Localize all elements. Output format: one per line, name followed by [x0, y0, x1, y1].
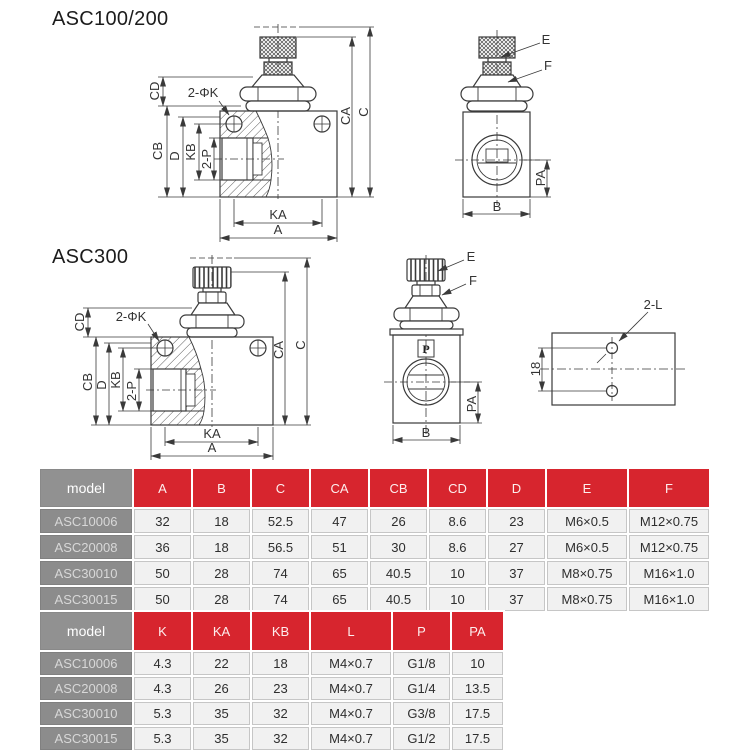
dim-label-f: F	[544, 58, 552, 73]
dim-label-a: A	[207, 440, 217, 455]
value-cell: 18	[193, 535, 250, 559]
dim-label-b: B	[492, 199, 502, 214]
value-cell: 36	[134, 535, 191, 559]
dim-label-ka: KA	[269, 207, 287, 222]
value-cell: 40.5	[370, 561, 427, 585]
value-cell: 8.6	[429, 509, 486, 533]
dim-label-c: C	[356, 107, 371, 117]
dim-label-2l: 2-L	[643, 297, 663, 312]
model-cell: ASC10006	[40, 652, 132, 675]
value-cell: M4×0.7	[311, 677, 391, 700]
column-header-cb: CB	[370, 469, 427, 507]
value-cell: 27	[488, 535, 545, 559]
column-header-a: A	[134, 469, 191, 507]
model-cell: ASC10006	[40, 509, 132, 533]
header-row	[40, 612, 503, 650]
value-cell: 52.5	[252, 509, 309, 533]
dim-label-cd: CD	[147, 81, 162, 101]
column-header-ca: CA	[311, 469, 368, 507]
value-cell: M8×0.75	[547, 587, 627, 611]
asc100-front-view	[214, 24, 337, 199]
value-cell: 28	[193, 587, 250, 611]
value-cell: M8×0.75	[547, 561, 627, 585]
knob-knurled	[479, 37, 515, 58]
column-header-k: K	[134, 612, 191, 650]
column-header-f: F	[629, 469, 709, 507]
value-cell: M12×0.75	[629, 535, 709, 559]
knob-ribbed	[407, 259, 445, 281]
asc300-top-dimensions	[538, 312, 648, 391]
asc100-200-drawing	[0, 0, 750, 245]
value-cell: 5.3	[134, 727, 191, 750]
table-row	[40, 702, 503, 725]
spec-table-main	[38, 467, 711, 613]
value-cell: 35	[193, 702, 250, 725]
column-header-l: L	[311, 612, 391, 650]
value-cell: 10	[452, 652, 503, 675]
value-cell: 17.5	[452, 702, 503, 725]
value-cell: 35	[193, 727, 250, 750]
column-header-b: B	[193, 469, 250, 507]
column-header-model: model	[40, 469, 132, 507]
table-row	[40, 561, 709, 585]
dim-label-cb: CB	[150, 141, 165, 161]
value-cell: 17.5	[452, 727, 503, 750]
dim-label-18: 18	[528, 361, 543, 377]
dim-label-kb: KB	[108, 371, 123, 389]
dim-label-pa: PA	[533, 169, 548, 187]
knob-knurled	[260, 37, 296, 58]
value-cell: 4.3	[134, 652, 191, 675]
table-row	[40, 677, 503, 700]
dim-label-cd: CD	[72, 312, 87, 332]
spec-table-secondary-wrap	[38, 610, 505, 750]
value-cell: 22	[193, 652, 250, 675]
dim-label-e: E	[541, 32, 551, 47]
value-cell: 65	[311, 561, 368, 585]
dim-label-ca: CA	[271, 340, 286, 360]
asc300-top-view	[540, 333, 687, 405]
locknut-knurled	[483, 62, 511, 75]
model-cell: ASC30010	[40, 702, 132, 725]
value-cell: 32	[134, 509, 191, 533]
dim-label-a: A	[273, 222, 283, 237]
value-cell: 26	[370, 509, 427, 533]
value-cell: G3/8	[393, 702, 450, 725]
value-cell: 13.5	[452, 677, 503, 700]
value-cell: G1/8	[393, 652, 450, 675]
value-cell: 51	[311, 535, 368, 559]
value-cell: 47	[311, 509, 368, 533]
dim-label-2p: 2-P	[199, 148, 214, 170]
spec-table-secondary	[38, 610, 505, 750]
knob-ribbed	[193, 267, 231, 288]
locknut-hex	[198, 292, 226, 303]
value-cell: M4×0.7	[311, 727, 391, 750]
value-cell: 50	[134, 587, 191, 611]
model-cell: ASC20008	[40, 677, 132, 700]
column-header-cd: CD	[429, 469, 486, 507]
port-letter-p: P	[422, 342, 430, 356]
column-header-p: P	[393, 612, 450, 650]
value-cell: M16×1.0	[629, 587, 709, 611]
table-row	[40, 652, 503, 675]
spec-table-main-wrap	[38, 467, 711, 613]
value-cell: 23	[252, 677, 309, 700]
header-row	[40, 469, 709, 507]
dim-label-kb: KB	[183, 143, 198, 161]
model-cell: ASC30015	[40, 727, 132, 750]
model-cell: ASC30010	[40, 561, 132, 585]
value-cell: M16×1.0	[629, 561, 709, 585]
series-title-asc100-200: ASC100/200	[52, 8, 169, 30]
dim-label-d: D	[167, 151, 182, 161]
dim-label-2phik: 2-ΦK	[187, 85, 219, 100]
value-cell: 5.3	[134, 702, 191, 725]
asc300-drawing	[0, 245, 750, 465]
value-cell: 8.6	[429, 535, 486, 559]
value-cell: 56.5	[252, 535, 309, 559]
value-cell: 32	[252, 727, 309, 750]
value-cell: 65	[311, 587, 368, 611]
value-cell: 74	[252, 587, 309, 611]
table-row	[40, 509, 709, 533]
column-header-e: E	[547, 469, 627, 507]
table-row	[40, 535, 709, 559]
value-cell: 28	[193, 561, 250, 585]
value-cell: M6×0.5	[547, 535, 627, 559]
dim-label-pa: PA	[464, 395, 479, 413]
value-cell: G1/2	[393, 727, 450, 750]
value-cell: 10	[429, 561, 486, 585]
value-cell: M4×0.7	[311, 702, 391, 725]
dim-label-f: F	[469, 273, 477, 288]
value-cell: 74	[252, 561, 309, 585]
column-header-ka: KA	[193, 612, 250, 650]
column-header-d: D	[488, 469, 545, 507]
model-cell: ASC20008	[40, 535, 132, 559]
value-cell: 40.5	[370, 587, 427, 611]
dim-label-ka: KA	[203, 426, 221, 441]
value-cell: 37	[488, 561, 545, 585]
value-cell: 26	[193, 677, 250, 700]
value-cell: G1/4	[393, 677, 450, 700]
dim-label-ca: CA	[338, 106, 353, 126]
value-cell: 4.3	[134, 677, 191, 700]
column-header-kb: KB	[252, 612, 309, 650]
dim-label-e: E	[466, 249, 476, 264]
dim-label-cb: CB	[80, 372, 95, 392]
table-row	[40, 587, 709, 611]
asc300-top-dim-labels	[528, 297, 662, 376]
model-cell: ASC30015	[40, 587, 132, 611]
dim-label-d: D	[94, 380, 109, 390]
value-cell: 18	[193, 509, 250, 533]
dim-label-c: C	[293, 340, 308, 350]
table-row	[40, 727, 503, 750]
value-cell: M4×0.7	[311, 652, 391, 675]
series-title-asc300: ASC300	[52, 246, 129, 268]
column-header-model: model	[40, 612, 132, 650]
value-cell: 10	[429, 587, 486, 611]
value-cell: 18	[252, 652, 309, 675]
value-cell: 23	[488, 509, 545, 533]
locknut-hex	[412, 285, 440, 296]
column-header-c: C	[252, 469, 309, 507]
dim-label-2phik: 2-ΦK	[115, 309, 147, 324]
value-cell: 30	[370, 535, 427, 559]
dim-label-2p: 2-P	[124, 380, 139, 402]
value-cell: 32	[252, 702, 309, 725]
value-cell: 50	[134, 561, 191, 585]
column-header-pa: PA	[452, 612, 503, 650]
value-cell: M12×0.75	[629, 509, 709, 533]
asc100-side-view	[455, 30, 540, 205]
asc300-front-view	[146, 255, 273, 427]
value-cell: M6×0.5	[547, 509, 627, 533]
value-cell: 37	[488, 587, 545, 611]
dim-label-b: B	[421, 425, 431, 440]
locknut-knurled	[264, 62, 292, 75]
